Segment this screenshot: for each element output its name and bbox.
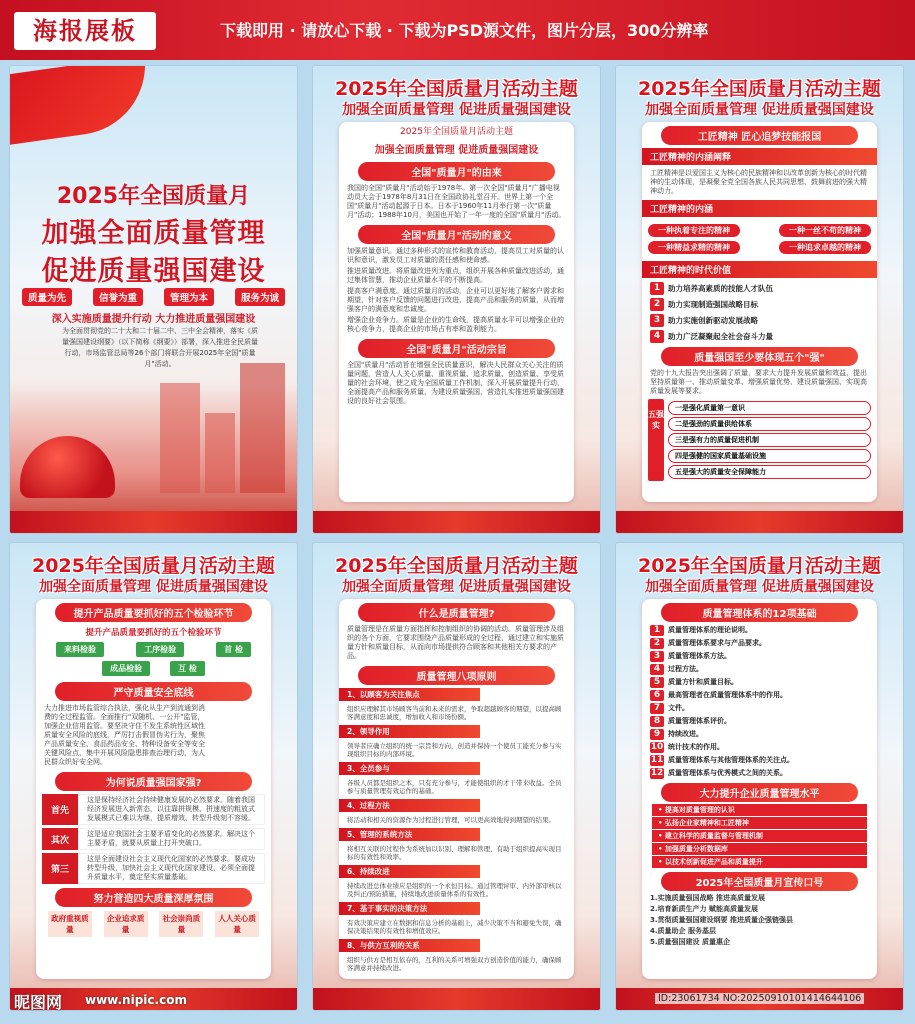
cover-slogan: 深入实施质量提升行动 大力推进质量强国建设	[51, 314, 256, 325]
foundation-row	[650, 741, 869, 753]
poster-principles[interactable]	[313, 543, 600, 1010]
poster-title: 2025年全国质量月活动主题	[32, 555, 275, 577]
building-graphic	[205, 413, 235, 493]
poster-board-tag: 海报展板	[14, 12, 156, 50]
num-badge: 10	[650, 741, 664, 752]
foundation-text: 文件。	[668, 704, 689, 712]
num-badge: 2	[650, 298, 664, 311]
foundation-row	[650, 624, 869, 636]
principle-heading: 8、与供方互利的关系	[339, 939, 480, 952]
ribbon-1: 工匠精神的内涵阐释	[642, 148, 877, 165]
foundation-row	[650, 754, 869, 766]
principle-text: 有效决策应建立在数据和信息分析的基础上，减少决策不当和避免失误，确保决策结果的有效性和增值效应。	[347, 919, 562, 935]
bottom-red-strip	[313, 988, 600, 1010]
card-head: 2025年全国质量月活动主题	[400, 127, 513, 137]
content-card	[339, 122, 574, 502]
content-card	[642, 599, 877, 979]
num-badge: 7	[650, 703, 664, 714]
twelve-list	[642, 624, 877, 779]
purpose-text: 全国"质量月"活动旨在增强全民质量意识，解决人民群众关心关注的质量问题，营造人人关心质量、重视质量、追求质量、创造质量、享受质量的社会环境，使之成为全国质量工作机制，深入开展质量提升行动，全面提高产品和服务质量，为建设质量强国，营造扎实推进质量强国建设的良好社会氛围。	[347, 361, 564, 405]
improve-list	[642, 804, 877, 868]
slogan-item: 2.培育新质生产力 赋能高质量发展	[650, 905, 758, 913]
meaning-text-2: 推进质量改进。将质量改进列为重点，组织开展各种质量改进活动，通过集体智慧，推动企业质量水平的不断提高。	[347, 267, 564, 284]
reason-text: 这是适应我国社会主要矛盾变化的必然要求。解决这个主要矛盾，就要从质量上打开突破口。	[78, 828, 265, 850]
principle-text: 组织与供方是相互依存的，互利的关系可增强双方创造价值的能力，确保顾客满意并持续改进。	[347, 956, 562, 972]
num-badge: 5	[650, 677, 664, 688]
slogan-item: 5.质量强国建设 质量惠企	[650, 938, 730, 946]
reason-row	[42, 853, 265, 884]
building-graphic	[160, 383, 200, 493]
improve-item: • 加强质量分析数据库	[652, 843, 867, 855]
reason-row	[42, 828, 265, 850]
num-badge: 12	[650, 767, 664, 778]
cover-headline-2: 促进质量强国建设	[41, 256, 266, 287]
four-atmospheres	[36, 909, 271, 939]
atmosphere-item: 人人关心质量	[215, 911, 259, 937]
ribbon-3: 工匠精神的时代价值	[642, 261, 877, 278]
bottom-red-strip	[10, 511, 297, 533]
foundation-text: 质量管理体系与优秀模式之间的关系。	[668, 769, 787, 777]
ribbon-2: 工匠精神的内涵	[642, 200, 877, 217]
value-text: 助力培养高素质的技能人才队伍	[668, 283, 773, 293]
principle-heading: 1、以顾客为关注焦点	[339, 688, 480, 701]
cover-tag: 管理为本	[164, 288, 214, 306]
foundation-row	[650, 715, 869, 727]
spirit-pill: 一种追求卓越的精神	[779, 241, 871, 254]
foundation-row	[650, 676, 869, 688]
cover-tag: 信誉为重	[93, 288, 143, 306]
principle-text: 各级人员都是组织之本，只有充分参与，才能使组织的才干带来收益。全员参与质量管理有效运作的基础。	[347, 779, 562, 795]
foundation-text: 最高管理者在质量管理体系中的作用。	[668, 691, 787, 699]
poster-craftsman[interactable]	[616, 66, 903, 533]
section-what-is-qm: 什么是质量管理?	[358, 603, 555, 622]
foundation-text: 质量管理体系方法。	[668, 652, 731, 660]
num-badge: 3	[650, 651, 664, 662]
strong-item: 二是强劲的质量供给体系	[668, 417, 871, 431]
section-craftsman: 工匠精神 匠心追梦技能报国	[661, 126, 858, 145]
foundation-row	[650, 663, 869, 675]
foundation-row	[650, 767, 869, 779]
content-card	[642, 122, 877, 502]
poster-title: 2025年全国质量月活动主题	[335, 78, 578, 100]
slogan-list	[642, 893, 877, 948]
safety-text: 大力推进市场监管综合执法，强化从生产到流通到消费的全过程监管。全面推行"双随机、一公开"监管，加强企业信用监管。要坚决守住不发生系统性区域性质量安全风险的底线，严厉打击假冒伪劣行为，聚焦产品质量安全、食品药品安全、特种设备安全等安全关键风险点，集中开展风险隐患排查治理行动，为人民群众织好安全网。	[44, 704, 205, 766]
value-row	[650, 281, 869, 295]
value-text: 助力实施创新驱动发展战略	[668, 315, 758, 325]
cover-headline-1: 加强全面质量管理	[41, 218, 266, 249]
num-badge: 1	[650, 625, 664, 636]
check-badge: 成品检验	[102, 661, 150, 676]
check-badge: 互 检	[170, 661, 205, 676]
reason-head: 首先	[42, 794, 78, 825]
num-badge: 1	[650, 282, 664, 295]
num-badge: 2	[650, 638, 664, 649]
section-why-quality: 为何说质量强国家强?	[55, 772, 252, 791]
five-strong-list	[642, 397, 877, 483]
section-slogans: 2025年全国质量月宣传口号	[661, 872, 858, 891]
check-row-1	[36, 640, 271, 659]
reason-head: 其次	[42, 828, 78, 850]
image-id: ID:23061734 NO:20250910101414644106	[655, 993, 864, 1004]
check-badge: 首 检	[216, 642, 251, 657]
spirit-pill: 一种一丝不苟的精神	[779, 224, 871, 237]
principle-text: 组织应理解其市场顾客当前和未来的需求，争取超越顾客的期望，以提高顾客满意度和忠诚度，增加收入和市场份额。	[347, 705, 562, 721]
principle-heading: 3、全员参与	[339, 762, 480, 775]
check-badge: 工序检验	[136, 642, 184, 657]
reason-head: 第三	[42, 853, 78, 884]
principle-text: 持续改进总体业绩应是组织的一个永恒目标。通过管理评审、内外部审核以及纠正/预防措施，持续地改进质量体系的有效性。	[347, 882, 562, 898]
poster-subtitle: 加强全面质量管理 促进质量强国建设	[39, 579, 268, 595]
section-five-strong: 质量强国至少要体现五个"强"	[661, 347, 858, 366]
principle-text: 领导者应确立组织的统一宗旨和方向，创造并保持一个使员工能充分参与实现组织目标的内部环境。	[347, 742, 562, 758]
improve-item: • 建立科学的质量监督与管理机制	[652, 830, 867, 842]
five-strong-text: 党的十九大报告突出强调了质量，要求大力提升发展质量和效益，提出坚持质量第一、推动质量变革、增强质量优势、建设质量强国、实现高质量发展等要求。	[650, 369, 867, 395]
cover-intro: 为全面贯彻党的二十大和二十届二中、三中全会精神，落实《质量强国建设纲要》（以下简称《纲要》）部署，深入推进全民质量行动，市场监管总局等26个部门将联合开展2025年全国"质量月"活动。	[62, 327, 258, 368]
foundation-text: 过程方法。	[668, 665, 703, 673]
top-banner	[0, 0, 915, 60]
check-row-2	[36, 659, 271, 678]
principles-list	[339, 688, 574, 973]
foundation-text: 质量方针和质量目标。	[668, 678, 738, 686]
foundation-text: 质量管理体系的理论说明。	[668, 626, 752, 634]
improve-item: • 以技术创新促进产品和质量提升	[652, 856, 867, 868]
qm-definition: 质量管理是在质量方面指挥和控制组织的协调的活动。质量管理涉及组织的各个方面，它要求围绕产品质量形成的全过程，通过建立和实施质量方针和质量目标，从而向市场提供符合顾客和其他相关方要求的产品。	[347, 625, 564, 660]
strong-item: 四是强健的国家质量基础设施	[668, 449, 871, 463]
foundation-row	[650, 702, 869, 714]
cover-tag: 服务为诚	[235, 288, 285, 306]
bottom-red-strip	[313, 511, 600, 533]
red-flag-graphic	[10, 66, 154, 147]
section-meaning: 全国"质量月"活动的意义	[358, 225, 555, 244]
improve-item: • 提高对质量管理的认识	[652, 804, 867, 816]
poster-title: 2025年全国质量月活动主题	[335, 555, 578, 577]
origin-text: 我国的全国"质量月"活动始于1978年。第一次全国"质量月"广播电视动员大会于1978年8月31日在全国政协礼堂召开。世界上第一个全国"质量月"活动起源于日本。日本于1960年11月举行第一次"质量月"活动；1988年10月，美国也开始了一年一度的全国"质量月"活动。	[347, 184, 566, 219]
bottom-red-strip	[616, 511, 903, 533]
spirit-grid	[642, 220, 877, 258]
foundation-text: 质量管理体系评价。	[668, 717, 731, 725]
strong-item: 五是强大的质量安全保障能力	[668, 465, 871, 479]
cover-tags	[22, 288, 285, 306]
principle-text: 将活动和相关的资源作为过程进行管理，可以更高效地得到期望的结果。	[347, 816, 555, 824]
meaning-text-1: 加强质量意识。通过多种形式的宣传和教育活动，提高员工对质量的认识和意识，激发员工对质量的责任感和使命感。	[347, 247, 564, 264]
principle-heading: 2、领导作用	[339, 725, 480, 738]
principle-heading: 4、过程方法	[339, 799, 480, 812]
meaning-text-3: 提高客户满意度。通过质量月的活动，企业可以更好地了解客户需求和期望，针对客户反馈的问题进行改进，提高产品和服务的质量，从而增强客户的满意度和忠诚度。	[347, 287, 564, 313]
spirit-pill: 一种执着专注的精神	[648, 224, 740, 237]
nipic-logo: 昵图网	[14, 993, 63, 1012]
atmosphere-item: 社会崇尚质量	[159, 911, 203, 937]
poster-title: 2025年全国质量月活动主题	[638, 78, 881, 100]
meaning-text-4: 增强企业竞争力。质量是企业的生命线，提高质量水平可以增强企业的核心竞争力，提高企业的市场占有率和盈利能力。	[347, 316, 564, 333]
num-badge: 6	[650, 690, 664, 701]
poster-cover[interactable]	[10, 66, 297, 533]
value-row	[650, 297, 869, 311]
foundation-text: 质量管理体系与其他管理体系的关注点。	[668, 756, 794, 764]
foundation-row	[650, 637, 869, 649]
reason-row	[42, 794, 265, 825]
slogan-item: 4.质量助企 服务基层	[650, 927, 716, 935]
value-text: 助力实现制造强国战略目标	[668, 299, 758, 309]
card-head-sub: 加强全面质量管理 促进质量强国建设	[374, 145, 539, 156]
section-eight-principles: 质量管理八项原则	[358, 666, 555, 685]
worker-silhouette-graphic	[240, 363, 285, 493]
principle-heading: 5、管理的系统方法	[339, 828, 480, 841]
check-badge: 来料检验	[56, 642, 104, 657]
foundation-row	[650, 689, 869, 701]
cover-tag: 质量为先	[22, 288, 72, 306]
poster-foundations[interactable]	[616, 543, 903, 1010]
cover-year-title: 2025年全国质量月	[56, 184, 251, 209]
slogan-item: 3.贯彻质量强国建设纲要 推进质量企强链强县	[650, 916, 793, 924]
reason-text: 这是全面建设社会主义现代化国家的必然要求。要成功转型升级，加快社会主义现代化国家建设，必须全面提升质量水平，奠定坚实质量基础。	[78, 853, 265, 884]
poster-subtitle: 加强全面质量管理 促进质量强国建设	[342, 102, 571, 118]
nipic-url[interactable]: www.nipic.com	[85, 993, 187, 1007]
content-card	[36, 599, 271, 979]
principle-heading: 6、持续改进	[339, 865, 480, 878]
poster-origin[interactable]	[313, 66, 600, 533]
atmosphere-item: 政府重视质量	[48, 911, 92, 937]
five-strong-side-label: 五强实	[648, 399, 664, 481]
num-badge: 8	[650, 716, 664, 727]
value-row	[650, 329, 869, 343]
poster-inspection[interactable]	[10, 543, 297, 1010]
section-improve-level: 大力提升企业质量管理水平	[661, 783, 858, 802]
num-badge: 11	[650, 754, 664, 765]
section-twelve-foundations: 质量管理体系的12项基础	[661, 603, 858, 622]
section-purpose: 全国"质量月"活动宗旨	[358, 339, 555, 358]
principle-text: 将相互关联的过程作为系统加以识别、理解和管理，有助于组织提高实现目标的有效性和效率。	[347, 845, 562, 861]
inspection-red-text: 提升产品质量要抓好的五个检验环节	[85, 628, 222, 638]
num-badge: 4	[650, 330, 664, 343]
content-card	[339, 599, 574, 979]
spirit-pill: 一种精益求精的精神	[648, 241, 740, 254]
improve-item: • 弘扬企业家精神和工匠精神	[652, 817, 867, 829]
download-tagline: 下载即用 · 请放心下载 · 下载为PSD源文件，图片分层，300分辨率	[220, 21, 709, 40]
craftsman-text: 工匠精神是以爱国主义为核心的民族精神和以改革创新为核心的时代精神的生动体现，是凝聚全党全国各族人民共同思想、鼓舞前进的强大精神动力。	[650, 169, 867, 195]
slogan-item: 1.实施质量强国战略 推进高质量发展	[650, 894, 765, 902]
num-badge: 4	[650, 664, 664, 675]
reason-text: 这是保持经济社会持续健康发展的必然要求。随着我国经济发展进入新常态，以往靠拼规模、拼速度的粗放式发展模式已难以为继，提质增效、转型升级刻不容缓。	[78, 794, 265, 825]
poster-subtitle: 加强全面质量管理 促进质量强国建设	[645, 102, 874, 118]
poster-title: 2025年全国质量月活动主题	[638, 555, 881, 577]
value-text: 助力广泛凝聚起全社会奋斗力量	[668, 331, 773, 341]
poster-subtitle: 加强全面质量管理 促进质量强国建设	[645, 579, 874, 595]
num-badge: 3	[650, 314, 664, 327]
strong-item: 三是强有力的质量促进机制	[668, 433, 871, 447]
section-origin: 全国"质量月"的由来	[358, 162, 555, 181]
foundation-row	[650, 650, 869, 662]
section-inspection: 提升产品质量要抓好的五个检验环节	[55, 603, 252, 622]
section-safety-line: 严守质量安全底线	[55, 682, 252, 701]
strong-item: 一是强化质量第一意识	[668, 401, 871, 415]
foundation-text: 持续改进。	[668, 730, 703, 738]
num-badge: 9	[650, 729, 664, 740]
poster-subtitle: 加强全面质量管理 促进质量强国建设	[342, 579, 571, 595]
atmosphere-item: 企业追求质量	[104, 911, 148, 937]
foundation-row	[650, 728, 869, 740]
section-four-atmospheres: 努力营造四大质量深厚氛围	[55, 888, 252, 907]
principle-heading: 7、基于事实的决策方法	[339, 902, 480, 915]
foundation-text: 质量管理体系要求与产品要求。	[668, 639, 766, 647]
foundation-text: 统计技术的作用。	[668, 743, 724, 751]
value-row	[650, 313, 869, 327]
